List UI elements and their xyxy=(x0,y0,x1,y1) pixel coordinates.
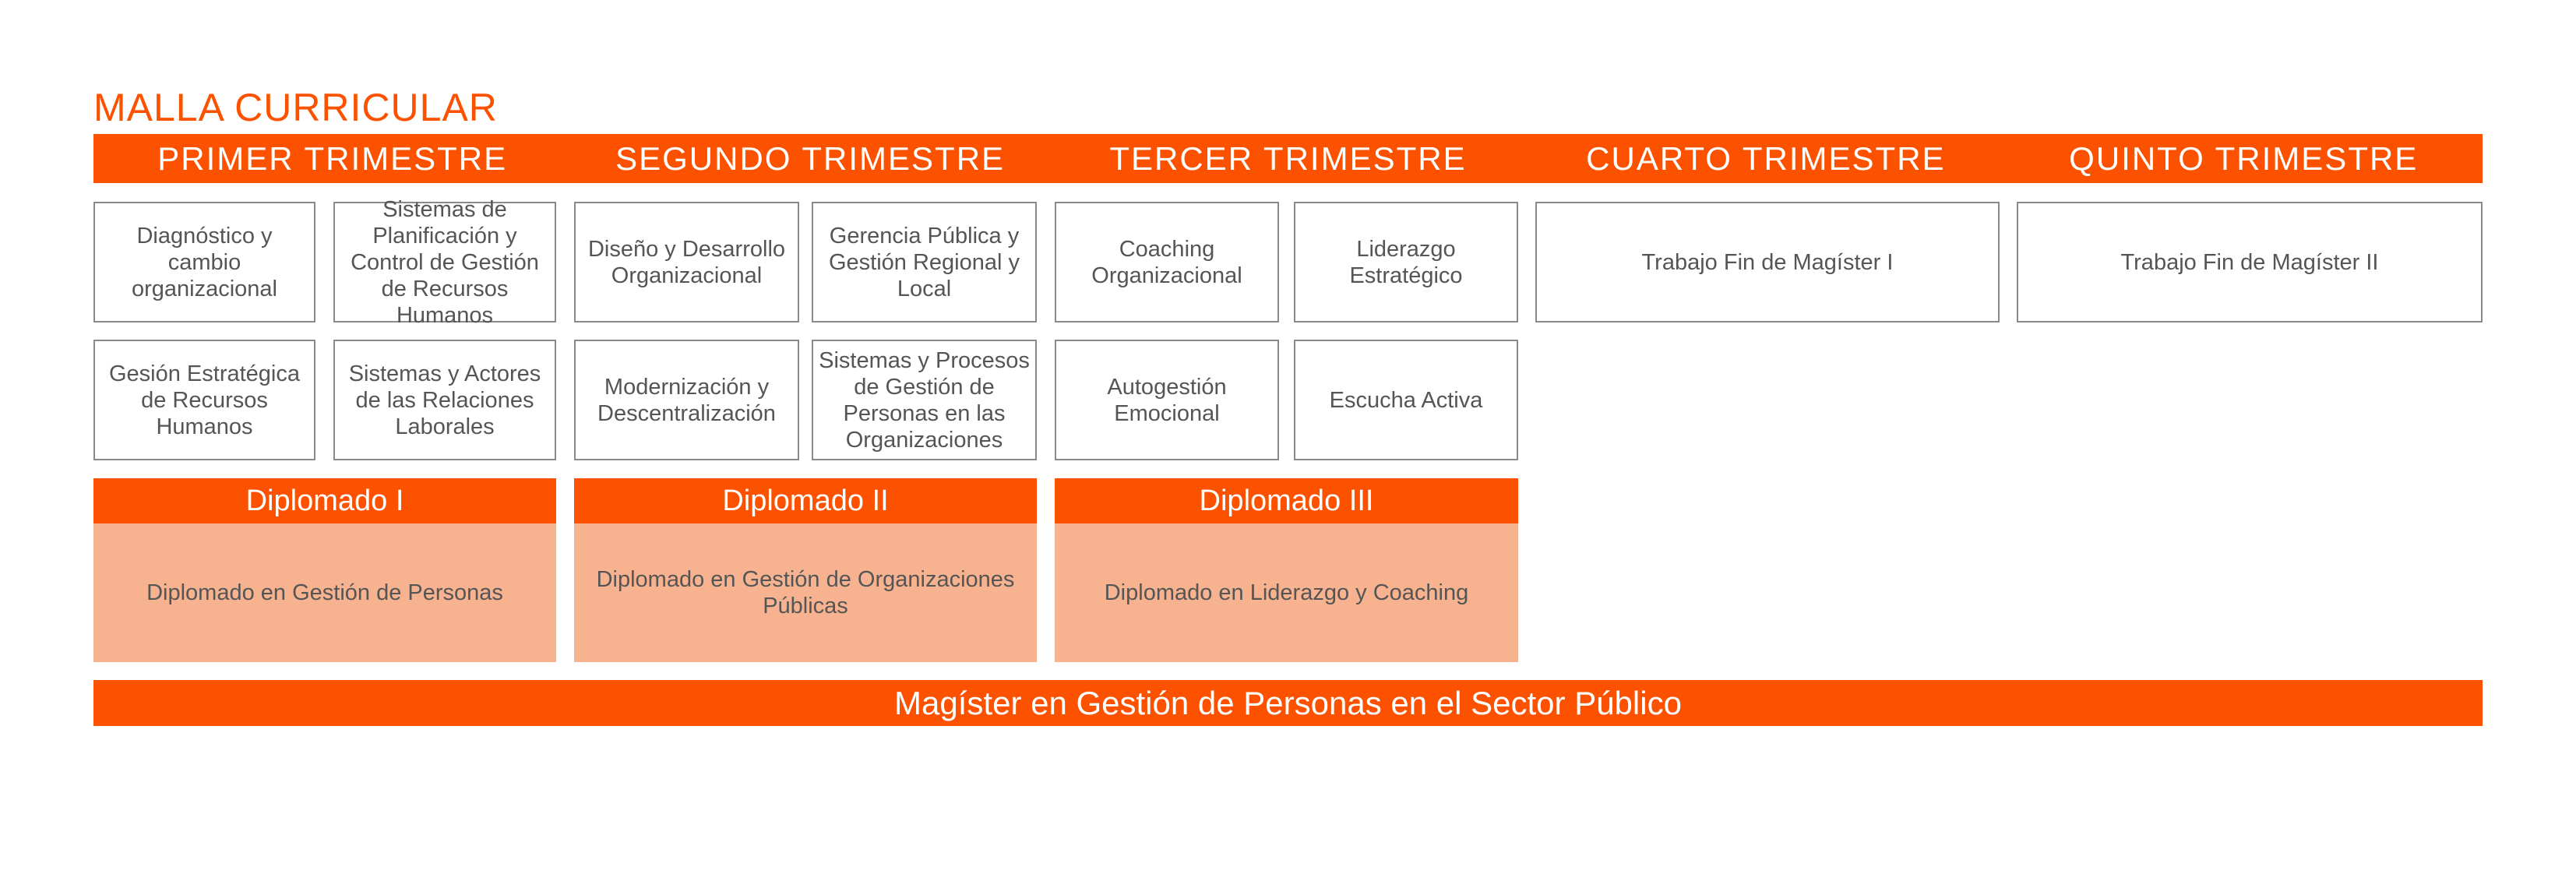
course-box: Trabajo Fin de Magíster I xyxy=(1535,202,2000,322)
page-title: MALLA CURRICULAR xyxy=(93,86,498,129)
course-box: Coaching Organizacional xyxy=(1055,202,1279,322)
magister-bar: Magíster en Gestión de Personas en el Sector Público xyxy=(93,680,2483,726)
course-box: Diagnóstico y cambio organizacional xyxy=(93,202,315,322)
course-box: Autogestión Emocional xyxy=(1055,340,1279,460)
course-box: Gerencia Pública y Gestión Regional y Local xyxy=(812,202,1037,322)
diplomado-box-2: Diplomado en Gestión de Organizaciones Públicas xyxy=(574,523,1037,662)
course-box: Sistemas y Actores de las Relaciones Laborales xyxy=(333,340,556,460)
trimestre-header-1: PRIMER TRIMESTRE xyxy=(157,139,508,177)
trimestre-header-4: CUARTO TRIMESTRE xyxy=(1586,139,1946,177)
course-box: Diseño y Desarrollo Organizacional xyxy=(574,202,799,322)
diplomado-box-1: Diplomado en Gestión de Personas xyxy=(93,523,556,662)
course-box: Trabajo Fin de Magíster II xyxy=(2017,202,2483,322)
trimestre-header-bar xyxy=(93,134,2483,183)
course-box: Gesión Estratégica de Recursos Humanos xyxy=(93,340,315,460)
trimestre-header-5: QUINTO TRIMESTRE xyxy=(2069,139,2419,177)
course-box: Sistemas de Planificación y Control de Gestión de Recursos Humanos xyxy=(333,202,556,322)
course-box: Sistemas y Procesos de Gestión de Personas en las Organizaciones xyxy=(812,340,1037,460)
trimestre-header-2: SEGUNDO TRIMESTRE xyxy=(615,139,1006,177)
trimestre-header-3: TERCER TRIMESTRE xyxy=(1109,139,1467,177)
diplomado-header-3: Diplomado III xyxy=(1055,478,1518,523)
diplomado-header-2: Diplomado II xyxy=(574,478,1037,523)
course-box: Modernización y Descentralización xyxy=(574,340,799,460)
course-box: Liderazgo Estratégico xyxy=(1294,202,1518,322)
diplomado-box-3: Diplomado en Liderazgo y Coaching xyxy=(1055,523,1518,662)
course-box: Escucha Activa xyxy=(1294,340,1518,460)
diplomado-header-1: Diplomado I xyxy=(93,478,556,523)
